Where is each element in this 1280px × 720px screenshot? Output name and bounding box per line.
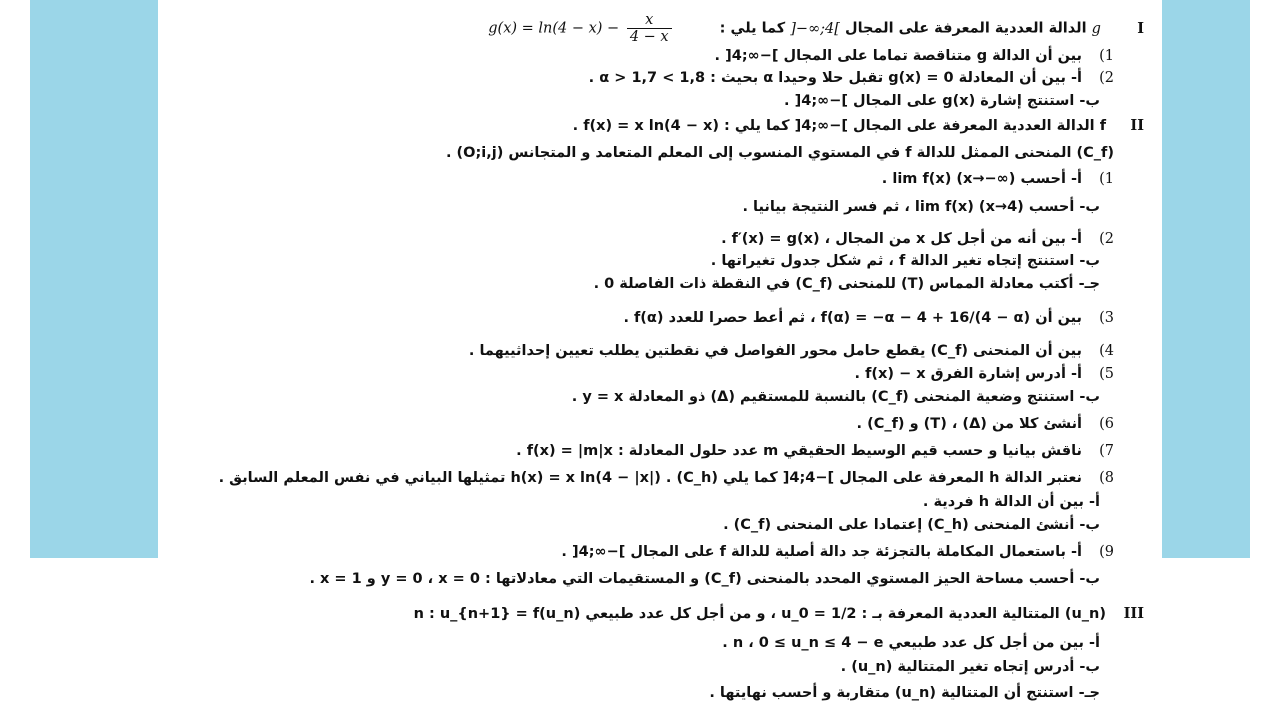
question-ii-5b: ب- استنتج وضعية المنحنى (C_f) بالنسبة للمستقيم (Δ) ذو المعادلة y = x . [571, 389, 1100, 405]
question-ii-9b: ب- أحسب مساحة الحيز المستوي المحدد بالمنحنى (C_f) و المستقيمات التي معادلاتها : y = 0 ، x = 0 و x = 1 . [309, 571, 1100, 587]
question-ii-1a: 1)أ- أحسب lim f(x) (x→−∞) . [881, 171, 1114, 187]
question-ii-2a: 2)أ- بين أنه من أجل كل x من المجال ، f′(x) = g(x) . [721, 231, 1114, 247]
curve-definition: (C_f) المنحنى الممثل للدالة f في المستوي المنسوب إلى المعلم المتعامد و المتجانس (O;i,j) . [445, 145, 1114, 161]
question-ii-7: 7)ناقش بيانيا و حسب قيم الوسيط الحقيقي m عدد حلول المعادلة : f(x) = |m|x . [516, 443, 1114, 459]
question-1: 1)بين أن الدالة g متناقصة تماما على المجال ]−∞;4[ . [714, 48, 1114, 64]
question-ii-8: 8)نعتبر الدالة h المعرفة على المجال ]−4;4[ كما يلي h(x) = x ln(4 − |x|) . (C_h) تمثيلها البياني في نفس المعلم السابق . [218, 470, 1114, 486]
line-part-2: IIf الدالة العددية المعرفة على المجال ]−∞;4[ كما يلي : f(x) = x ln(4 − x) . [572, 117, 1144, 134]
left-blue-band [30, 0, 158, 558]
question-ii-8b: ب- أنشئ المنحنى (C_h) إعتمادا على المنحنى (C_f) . [723, 517, 1100, 533]
fraction: $\frac{x}{4 - x}$ [627, 12, 672, 45]
exercise-sheet [158, 0, 1162, 720]
question-ii-2c: جـ- أكتب معادلة المماس (T) للمنحنى (C_f) في النقطة ذات الفاصلة 0 . [593, 276, 1100, 292]
question-2b: ب- استنتج إشارة g(x) على المجال ]−∞;4[ . [784, 93, 1100, 109]
question-ii-4: 4)بين أن المنحنى (C_f) يقطع حامل محور الفواصل في نقطتين يطلب تعيين إحداثييهما . [468, 343, 1114, 359]
question-ii-6: 6)أنشئ كلا من (Δ) ، (T) و (C_f) . [856, 416, 1114, 432]
line-part-1: I g الدالة العددية المعرفة على المجال ]−∞;4[ كما يلي : g(x) = ln(4 − x) − $\frac{x}{4 - x}$ [488, 12, 1144, 45]
question-ii-9a: 9)أ- باستعمال المكاملة بالتجزئة جد دالة أصلية للدالة f على المجال ]−∞;4[ . [561, 544, 1114, 560]
question-ii-5a: 5)أ- أدرس إشارة الفرق f(x) − x . [854, 366, 1114, 382]
question-ii-8a: أ- بين أن الدالة h فردية . [922, 494, 1100, 510]
question-ii-1b: ب- أحسب lim f(x) (x→4) ، ثم فسر النتيجة بيانيا . [742, 199, 1100, 215]
question-ii-3: 3)بين أن f(α) = −α − 4 + 16/(4 − α) ، ثم أعط حصرا للعدد f(α) . [623, 310, 1114, 326]
question-iii-c: جـ- استنتج أن المتتالية (u_n) متقاربة و أحسب نهايتها . [709, 685, 1100, 701]
question-iii-a: أ- بين من أجل كل عدد طبيعي n ، 0 ≤ u_n ≤ 4 − e . [722, 635, 1100, 651]
question-2a: 2)أ- بين أن المعادلة g(x) = 0 تقبل حلا وحيدا α بحيث : 1,8 > α > 1,7 . [588, 70, 1114, 86]
line-part-3: III(u_n) المتتالية العددية المعرفة بـ : u_0 = 1/2 ، و من أجل كل عدد طبيعي n : u_{n+1} = f(u_n) [413, 605, 1144, 622]
right-blue-band [1162, 0, 1250, 558]
question-iii-b: ب- أدرس إتجاه تغير المتتالية (u_n) . [840, 659, 1100, 675]
question-ii-2b: ب- استنتج إتجاه تغير الدالة f ، ثم شكل جدول تغيراتها . [710, 253, 1100, 269]
